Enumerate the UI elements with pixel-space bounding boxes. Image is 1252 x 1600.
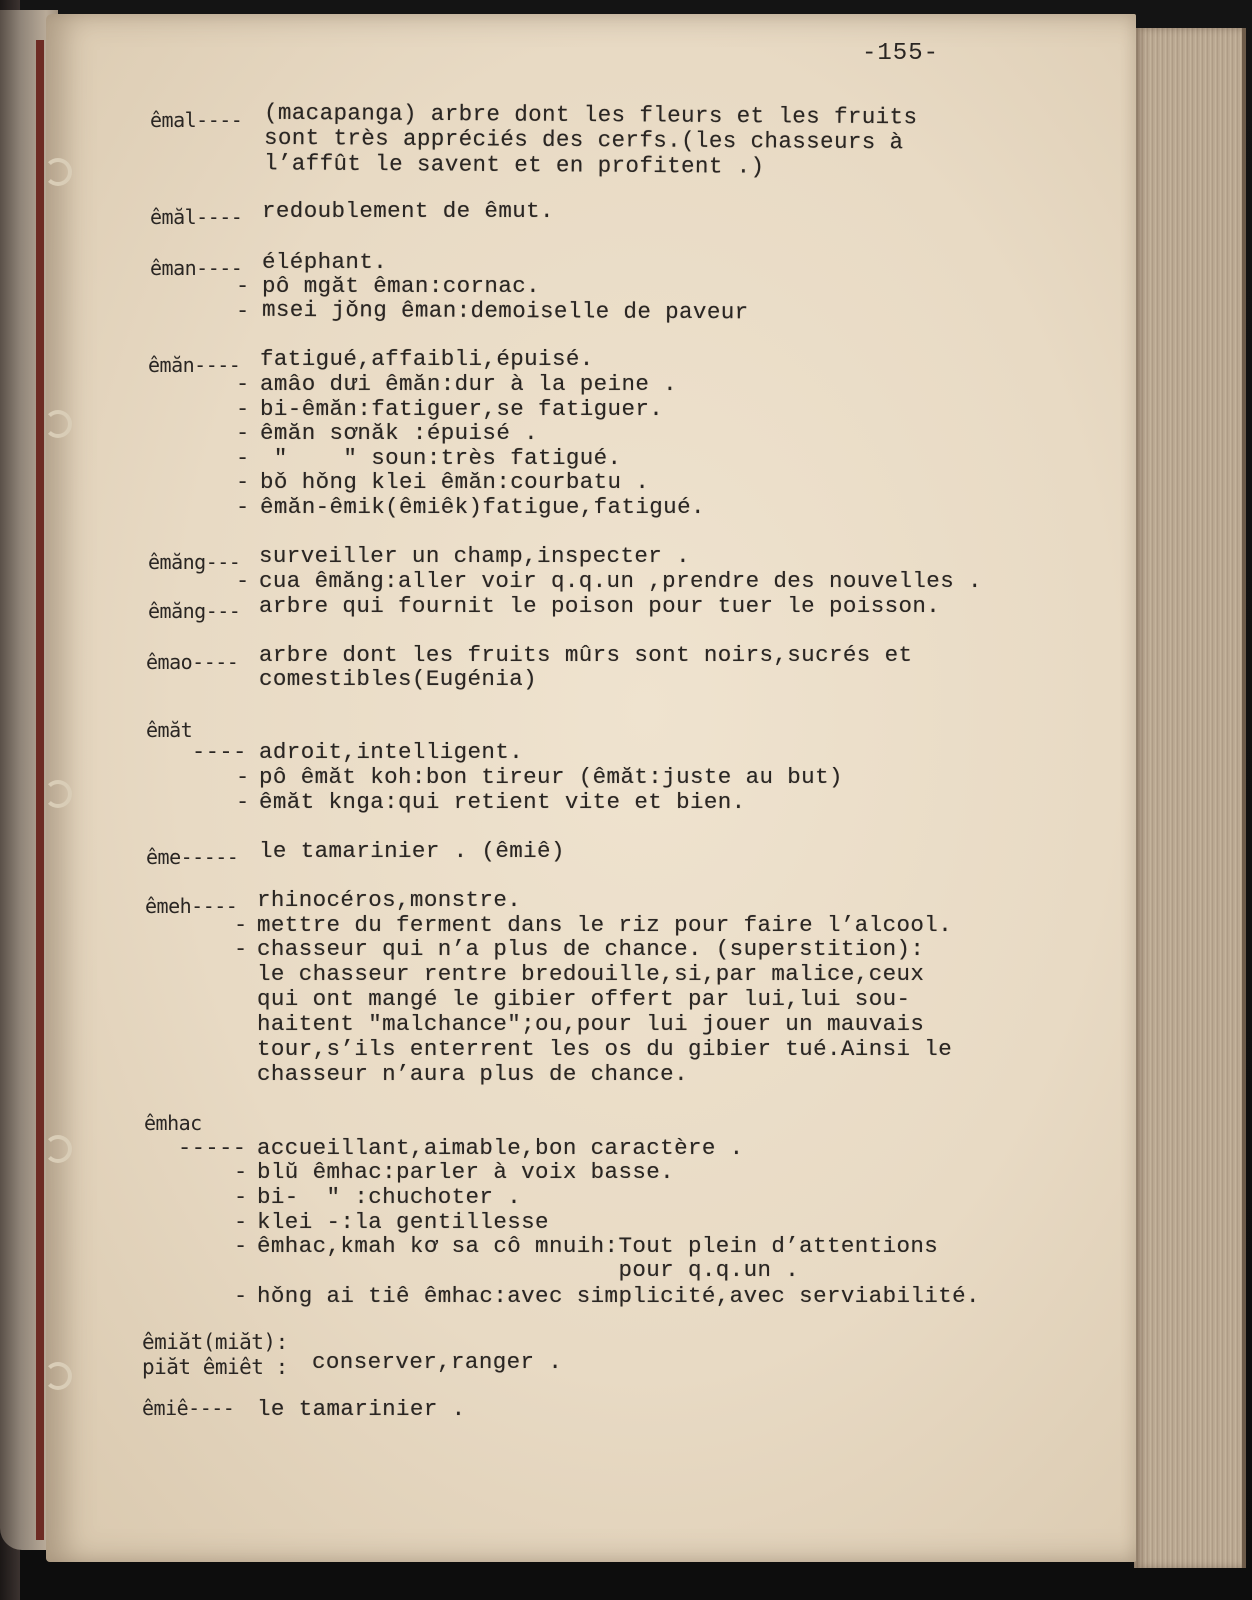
entry-headword: êmal----: [150, 108, 243, 132]
sub-entry-dash: -: [234, 1284, 248, 1309]
entry-line: pô êmăt koh:bon tireur (êmăt:juste au but): [259, 764, 843, 790]
binding-thread: [44, 158, 72, 186]
entry-headword: êmăt: [146, 718, 193, 742]
entry-headword: êmiăt(miăt):: [142, 1330, 288, 1354]
entry-line: le chasseur rentre bredouille,si,par malice,ceux: [257, 961, 925, 987]
sub-entry-dash: -: [234, 913, 248, 938]
entry-headword: êmăl----: [150, 205, 243, 229]
sub-entry-dash: -: [236, 495, 250, 520]
entry-line: haitent "malchance";ou,pour lui jouer un mauvais: [257, 1011, 925, 1037]
page-stack-edges: [1134, 28, 1246, 1568]
entry-line: fatigué,affaibli,épuisé.: [260, 346, 594, 372]
binding-thread: [44, 410, 72, 438]
sub-entry-dash: -: [236, 421, 250, 446]
sub-entry-dash: -: [236, 790, 250, 815]
entry-line: mettre du ferment dans le riz pour faire l’alcool.: [257, 912, 953, 938]
entry-line: qui ont mangé le gibier offert par lui,lui sou-: [257, 986, 911, 1012]
entry-line: êmăn sơnăk :épuisé .: [260, 420, 539, 446]
sub-entry-dash: -: [236, 372, 250, 397]
binding-thread: [44, 780, 72, 808]
entry-line: accueillant,aimable,bon caractère .: [257, 1135, 744, 1161]
entry-line: êmhac,kmah kơ sa cô mnuih:Tout plein d’attentions: [257, 1233, 939, 1259]
sub-entry-dash: -: [234, 1210, 248, 1235]
entry-line: (macapanga) arbre dont les fleurs et les fruits: [263, 99, 918, 131]
entry-line: bǒ hǒng klei êmăn:courbatu .: [260, 469, 650, 495]
entry-headword: êmhac: [144, 1111, 202, 1135]
entry-headword: ême-----: [146, 845, 239, 869]
entry-line: pô mgăt êman:cornac.: [262, 273, 541, 299]
book-cover-edge: [36, 40, 44, 1540]
sub-entry-dash: -: [234, 937, 248, 962]
entry-headword: êmăn----: [148, 353, 241, 377]
entry-line: klei -:la gentillesse: [257, 1209, 549, 1235]
entry-line: blŭ êmhac:parler à voix basse.: [257, 1159, 675, 1185]
entry-headword: êmeh----: [145, 894, 238, 918]
sub-entry-dash: -: [234, 1185, 248, 1210]
entry-line: " " soun:très fatigué.: [260, 445, 622, 471]
entry-line: cua êmăng:aller voir q.q.un ,prendre des nouvelles .: [259, 568, 982, 594]
entry-line: arbre qui fournit le poison pour tuer le poisson.: [259, 593, 941, 619]
sub-entry-dash: -: [236, 446, 250, 471]
entry-headword: êmao----: [146, 650, 239, 674]
entry-headword-variant: piăt êmiêt :: [142, 1355, 288, 1379]
sub-entry-dash: -: [234, 1160, 248, 1185]
entry-line: êmăn-êmik(êmiêk)fatigue,fatigué.: [260, 494, 705, 520]
sub-entry-dash: -: [234, 1234, 248, 1259]
entry-line: bi-êmăn:fatiguer,se fatiguer.: [260, 396, 664, 422]
sub-entry-dash: -: [236, 397, 250, 422]
entry-line: adroit,intelligent.: [259, 739, 524, 765]
entry-line: amâo dưi êmăn:dur à la peine .: [260, 371, 678, 397]
page-number: -155-: [862, 40, 940, 67]
entry-line: arbre dont les fruits mûrs sont noirs,sucrés et: [259, 642, 913, 668]
entry-dash: -----: [178, 1136, 247, 1161]
entry-line: chasseur qui n’a plus de chance. (superstition):: [257, 936, 925, 962]
entry-line: redoublement de êmut.: [262, 198, 554, 224]
entry-line: chasseur n’aura plus de chance.: [257, 1061, 688, 1087]
binding-thread: [44, 1135, 72, 1163]
entry-line: bi- " :chuchoter .: [257, 1184, 522, 1210]
sub-entry-dash: -: [236, 274, 250, 299]
entry-headword: êman----: [150, 256, 243, 280]
entry-line: l’affût le savent et en profitent .): [263, 150, 765, 180]
entry-line: éléphant.: [262, 249, 388, 275]
sub-entry-dash: -: [236, 299, 250, 324]
sub-entry-dash: -: [236, 569, 250, 594]
entry-line: le tamarinier .: [257, 1396, 466, 1422]
entry-line: rhinocéros,monstre.: [257, 887, 522, 913]
entry-line: comestibles(Eugénia): [259, 666, 538, 692]
entry-line: êmăt knga:qui retient vite et bien.: [259, 789, 746, 815]
entry-line: sont très appréciés des cerfs.(les chasseurs à: [263, 124, 904, 156]
entry-headword: êmăng---: [148, 599, 241, 623]
entry-line: msei jǒng êman:demoiselle de paveur: [261, 296, 749, 326]
sub-entry-dash: -: [236, 765, 250, 790]
sub-entry-dash: -: [236, 470, 250, 495]
entry-dash: ----: [192, 740, 247, 765]
entry-headword: êmiê----: [142, 1396, 235, 1420]
entry-line: hǒng ai tiê êmhac:avec simplicité,avec serviabilité.: [257, 1283, 980, 1309]
entry-line: pour q.q.un .: [257, 1257, 800, 1283]
entry-line: conserver,ranger .: [312, 1349, 563, 1375]
binding-thread: [44, 1362, 72, 1390]
entry-line: le tamarinier . (êmiê): [259, 838, 565, 864]
entry-headword: êmăng---: [148, 550, 241, 574]
entry-line: tour,s’ils enterrent les os du gibier tué.Ainsi le: [257, 1036, 953, 1062]
entry-line: surveiller un champ,inspecter .: [259, 543, 690, 569]
